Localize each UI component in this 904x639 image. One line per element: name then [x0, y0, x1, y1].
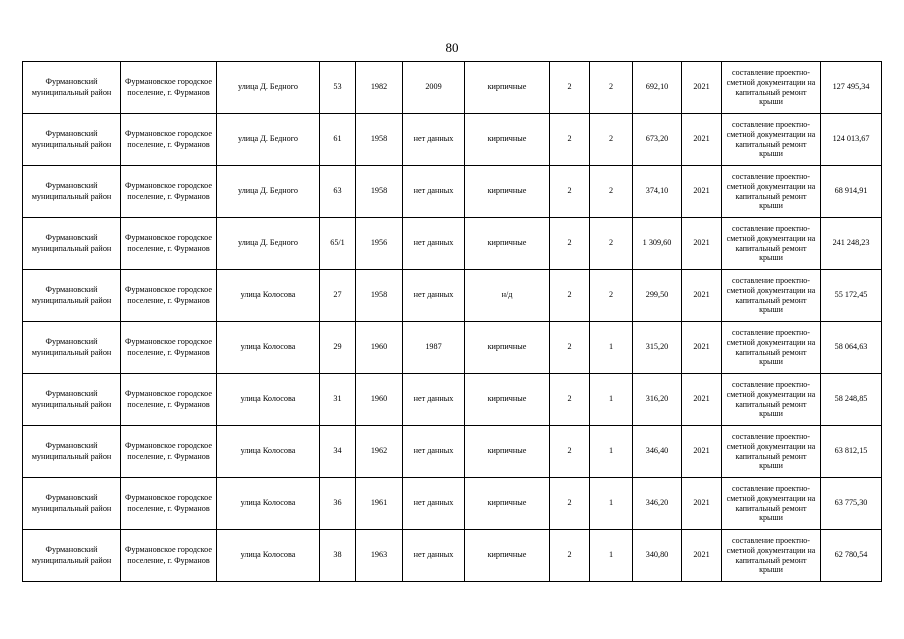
work-type-cell: составление проектно-сметной документации на капитальный ремонт крыши	[722, 530, 821, 582]
district-cell: Фурмановский муниципальный район	[23, 270, 121, 322]
house-number-cell: 38	[320, 530, 356, 582]
street-cell: улица Д. Бедного	[217, 166, 320, 218]
house-number-cell: 63	[320, 166, 356, 218]
district-cell: Фурмановский муниципальный район	[23, 426, 121, 478]
district-cell: Фурмановский муниципальный район	[23, 478, 121, 530]
floors-cell: 2	[550, 270, 590, 322]
cost-cell: 55 172,45	[821, 270, 882, 322]
district-cell: Фурмановский муниципальный район	[23, 166, 121, 218]
settlement-cell: Фурмановское городское поселение, г. Фурманов	[121, 426, 217, 478]
entrances-cell: 2	[590, 218, 633, 270]
last-repair-cell: нет данных	[403, 270, 465, 322]
entrances-cell: 1	[590, 478, 633, 530]
entrances-cell: 1	[590, 322, 633, 374]
house-number-cell: 36	[320, 478, 356, 530]
plan-year-cell: 2021	[682, 530, 722, 582]
table-body	[23, 62, 882, 582]
year-built-cell: 1962	[356, 426, 403, 478]
table-row	[23, 426, 882, 478]
entrances-cell: 2	[590, 270, 633, 322]
wall-material-cell: кирпичные	[465, 478, 550, 530]
house-number-cell: 29	[320, 322, 356, 374]
year-built-cell: 1961	[356, 478, 403, 530]
wall-material-cell: кирпичные	[465, 218, 550, 270]
plan-year-cell: 2021	[682, 114, 722, 166]
street-cell: улица Колосова	[217, 426, 320, 478]
plan-year-cell: 2021	[682, 218, 722, 270]
floors-cell: 2	[550, 166, 590, 218]
house-number-cell: 27	[320, 270, 356, 322]
wall-material-cell: н/д	[465, 270, 550, 322]
floors-cell: 2	[550, 426, 590, 478]
year-built-cell: 1958	[356, 166, 403, 218]
house-number-cell: 34	[320, 426, 356, 478]
cost-cell: 124 013,67	[821, 114, 882, 166]
year-built-cell: 1960	[356, 322, 403, 374]
plan-year-cell: 2021	[682, 166, 722, 218]
area-cell: 346,20	[633, 478, 682, 530]
house-number-cell: 65/1	[320, 218, 356, 270]
table-row	[23, 530, 882, 582]
wall-material-cell: кирпичные	[465, 322, 550, 374]
cost-cell: 58 248,85	[821, 374, 882, 426]
district-cell: Фурмановский муниципальный район	[23, 322, 121, 374]
table-row	[23, 374, 882, 426]
street-cell: улица Д. Бедного	[217, 114, 320, 166]
table-row	[23, 218, 882, 270]
entrances-cell: 2	[590, 114, 633, 166]
settlement-cell: Фурмановское городское поселение, г. Фурманов	[121, 374, 217, 426]
last-repair-cell: нет данных	[403, 166, 465, 218]
table-row	[23, 114, 882, 166]
floors-cell: 2	[550, 478, 590, 530]
year-built-cell: 1958	[356, 114, 403, 166]
district-cell: Фурмановский муниципальный район	[23, 530, 121, 582]
wall-material-cell: кирпичные	[465, 426, 550, 478]
table-row	[23, 322, 882, 374]
plan-year-cell: 2021	[682, 322, 722, 374]
settlement-cell: Фурмановское городское поселение, г. Фурманов	[121, 270, 217, 322]
floors-cell: 2	[550, 114, 590, 166]
street-cell: улица Колосова	[217, 530, 320, 582]
page-number: 80	[445, 40, 459, 55]
plan-year-cell: 2021	[682, 62, 722, 114]
area-cell: 692,10	[633, 62, 682, 114]
floors-cell: 2	[550, 322, 590, 374]
last-repair-cell: нет данных	[403, 374, 465, 426]
last-repair-cell: 1987	[403, 322, 465, 374]
floors-cell: 2	[550, 62, 590, 114]
plan-year-cell: 2021	[682, 426, 722, 478]
work-type-cell: составление проектно-сметной документации на капитальный ремонт крыши	[722, 374, 821, 426]
district-cell: Фурмановский муниципальный район	[23, 62, 121, 114]
house-number-cell: 53	[320, 62, 356, 114]
work-type-cell: составление проектно-сметной документации на капитальный ремонт крыши	[722, 426, 821, 478]
house-number-cell: 31	[320, 374, 356, 426]
year-built-cell: 1963	[356, 530, 403, 582]
area-cell: 299,50	[633, 270, 682, 322]
table-row	[23, 62, 882, 114]
cost-cell: 63 775,30	[821, 478, 882, 530]
entrances-cell: 1	[590, 530, 633, 582]
last-repair-cell: нет данных	[403, 426, 465, 478]
work-type-cell: составление проектно-сметной документации на капитальный ремонт крыши	[722, 166, 821, 218]
wall-material-cell: кирпичные	[465, 166, 550, 218]
year-built-cell: 1958	[356, 270, 403, 322]
settlement-cell: Фурмановское городское поселение, г. Фурманов	[121, 322, 217, 374]
street-cell: улица Д. Бедного	[217, 218, 320, 270]
year-built-cell: 1956	[356, 218, 403, 270]
district-cell: Фурмановский муниципальный район	[23, 114, 121, 166]
plan-year-cell: 2021	[682, 270, 722, 322]
work-type-cell: составление проектно-сметной документации на капитальный ремонт крыши	[722, 114, 821, 166]
table-row	[23, 478, 882, 530]
entrances-cell: 1	[590, 374, 633, 426]
cost-cell: 241 248,23	[821, 218, 882, 270]
work-type-cell: составление проектно-сметной документации на капитальный ремонт крыши	[722, 478, 821, 530]
work-type-cell: составление проектно-сметной документации на капитальный ремонт крыши	[722, 218, 821, 270]
area-cell: 346,40	[633, 426, 682, 478]
settlement-cell: Фурмановское городское поселение, г. Фурманов	[121, 218, 217, 270]
last-repair-cell: нет данных	[403, 218, 465, 270]
floors-cell: 2	[550, 218, 590, 270]
cost-cell: 68 914,91	[821, 166, 882, 218]
area-cell: 374,10	[633, 166, 682, 218]
entrances-cell: 1	[590, 426, 633, 478]
year-built-cell: 1982	[356, 62, 403, 114]
plan-year-cell: 2021	[682, 374, 722, 426]
settlement-cell: Фурмановское городское поселение, г. Фурманов	[121, 530, 217, 582]
entrances-cell: 2	[590, 166, 633, 218]
cost-cell: 62 780,54	[821, 530, 882, 582]
street-cell: улица Колосова	[217, 478, 320, 530]
cost-cell: 127 495,34	[821, 62, 882, 114]
year-built-cell: 1960	[356, 374, 403, 426]
floors-cell: 2	[550, 374, 590, 426]
wall-material-cell: кирпичные	[465, 374, 550, 426]
area-cell: 340,80	[633, 530, 682, 582]
floors-cell: 2	[550, 530, 590, 582]
work-type-cell: составление проектно-сметной документации на капитальный ремонт крыши	[722, 62, 821, 114]
area-cell: 315,20	[633, 322, 682, 374]
last-repair-cell: 2009	[403, 62, 465, 114]
street-cell: улица Колосова	[217, 322, 320, 374]
cost-cell: 63 812,15	[821, 426, 882, 478]
table-row	[23, 166, 882, 218]
district-cell: Фурмановский муниципальный район	[23, 218, 121, 270]
work-type-cell: составление проектно-сметной документации на капитальный ремонт крыши	[722, 270, 821, 322]
plan-year-cell: 2021	[682, 478, 722, 530]
last-repair-cell: нет данных	[403, 114, 465, 166]
table-row	[23, 270, 882, 322]
street-cell: улица Колосова	[217, 374, 320, 426]
street-cell: улица Колосова	[217, 270, 320, 322]
house-number-cell: 61	[320, 114, 356, 166]
settlement-cell: Фурмановское городское поселение, г. Фурманов	[121, 62, 217, 114]
last-repair-cell: нет данных	[403, 530, 465, 582]
settlement-cell: Фурмановское городское поселение, г. Фурманов	[121, 166, 217, 218]
street-cell: улица Д. Бедного	[217, 62, 320, 114]
settlement-cell: Фурмановское городское поселение, г. Фурманов	[121, 114, 217, 166]
cost-cell: 58 064,63	[821, 322, 882, 374]
work-type-cell: составление проектно-сметной документации на капитальный ремонт крыши	[722, 322, 821, 374]
settlement-cell: Фурмановское городское поселение, г. Фурманов	[121, 478, 217, 530]
district-cell: Фурмановский муниципальный район	[23, 374, 121, 426]
area-cell: 673,20	[633, 114, 682, 166]
area-cell: 1 309,60	[633, 218, 682, 270]
wall-material-cell: кирпичные	[465, 114, 550, 166]
last-repair-cell: нет данных	[403, 478, 465, 530]
wall-material-cell: кирпичные	[465, 62, 550, 114]
entrances-cell: 2	[590, 62, 633, 114]
area-cell: 316,20	[633, 374, 682, 426]
housing-register-table	[22, 61, 882, 582]
wall-material-cell: кирпичные	[465, 530, 550, 582]
